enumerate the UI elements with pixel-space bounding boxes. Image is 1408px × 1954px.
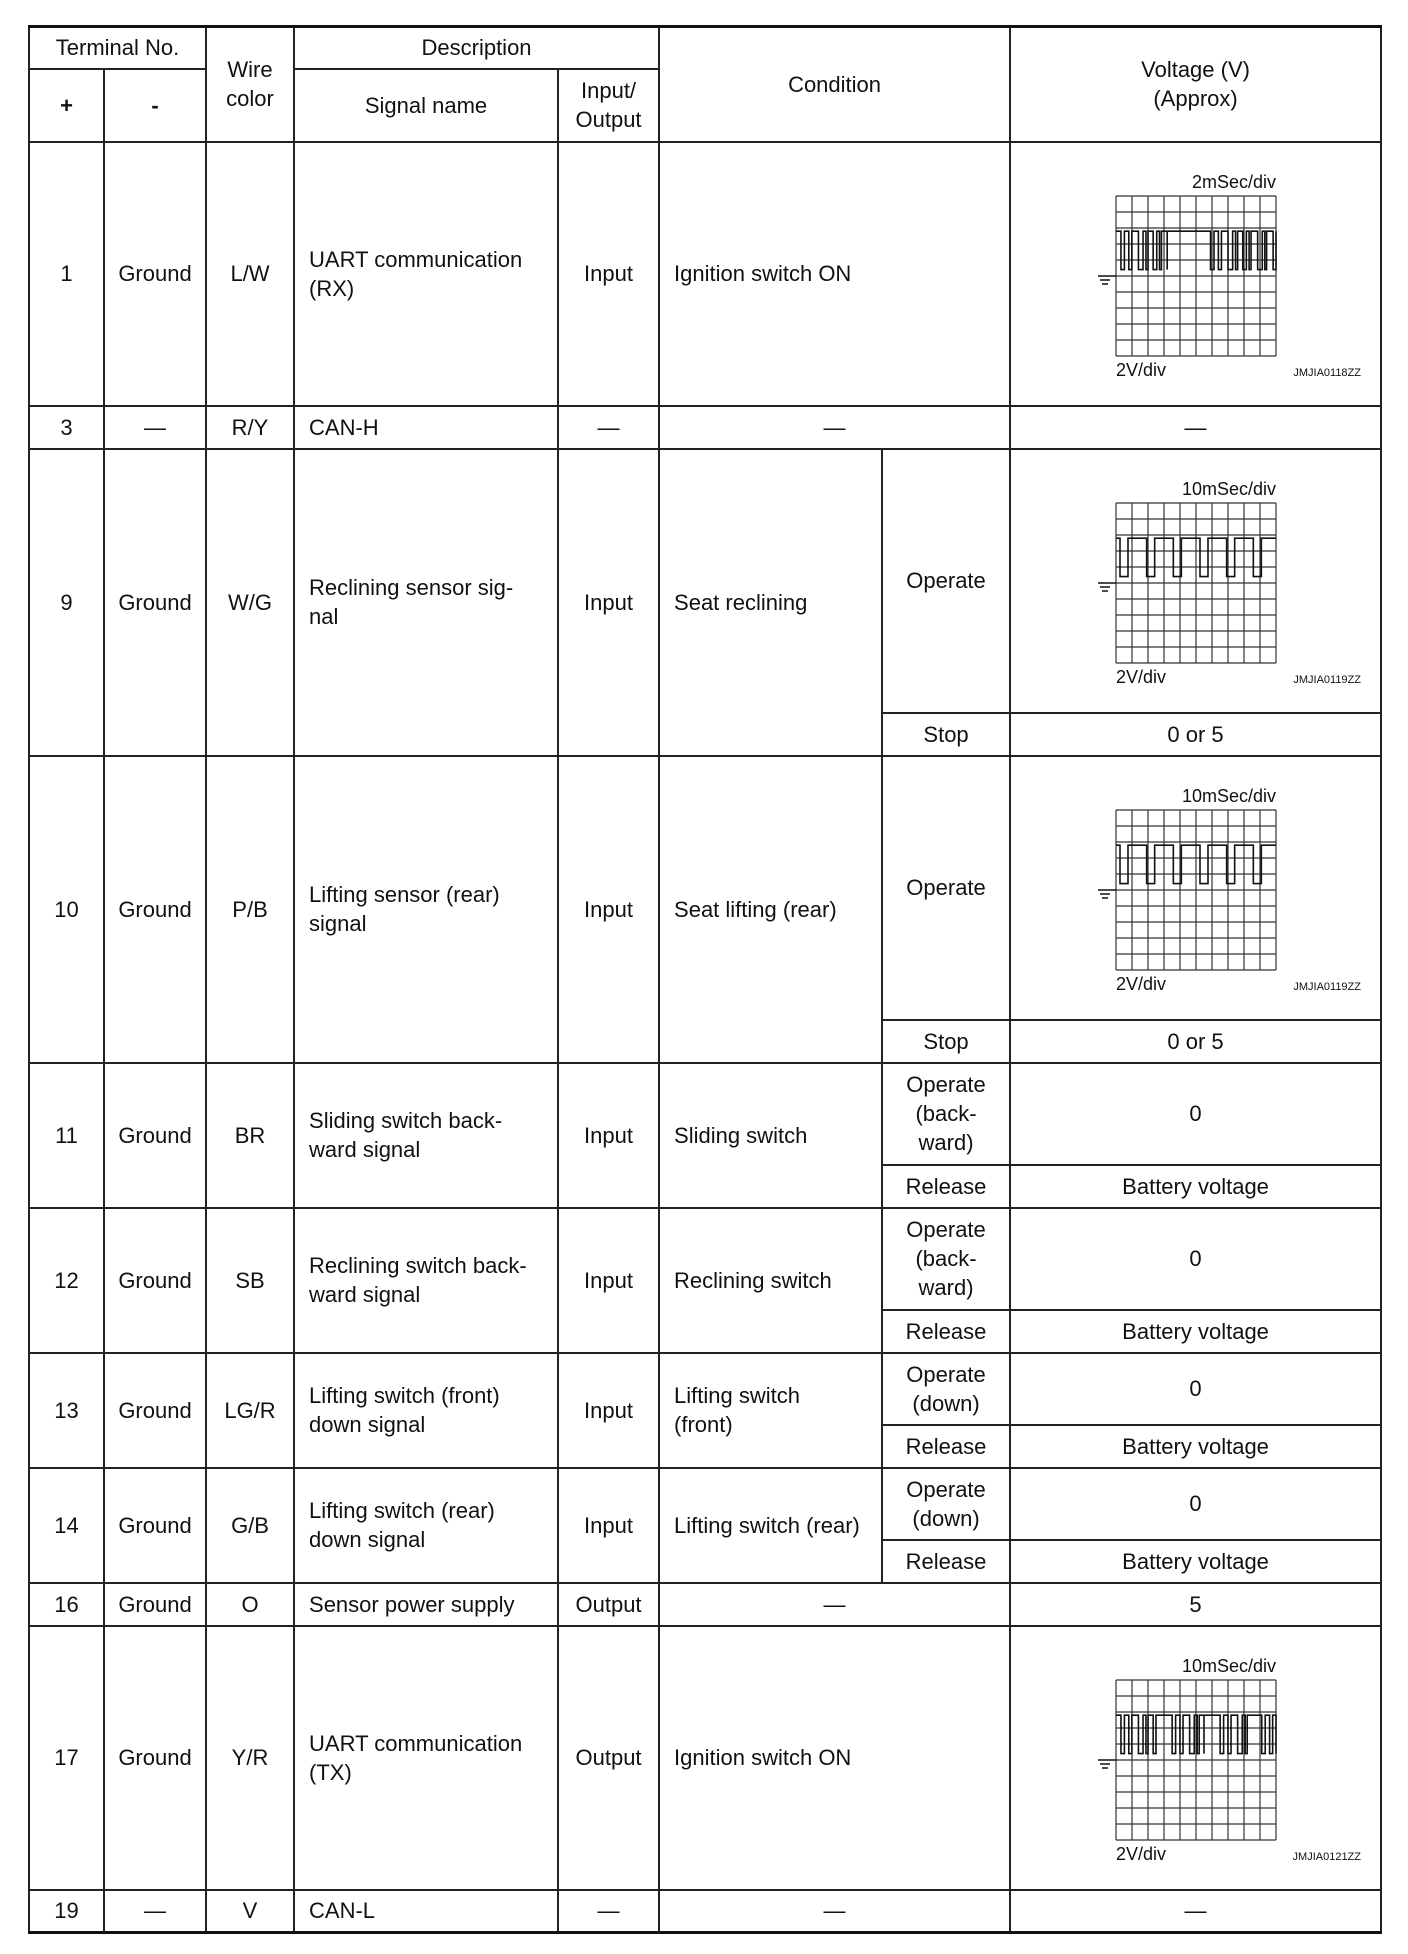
table-row xyxy=(29,1583,1381,1626)
condition: Sliding switch xyxy=(659,1063,882,1208)
wire-color: R/Y xyxy=(206,406,294,449)
terminal-plus: 10 xyxy=(29,756,104,1063)
minus-header: - xyxy=(104,69,206,142)
terminal-plus: 14 xyxy=(29,1468,104,1583)
table-row xyxy=(29,1208,1381,1310)
signal-name: Sensor power supply xyxy=(294,1583,558,1626)
terminal-minus: Ground xyxy=(104,1353,206,1468)
voltage-value: — xyxy=(1010,406,1381,449)
terminal-minus: Ground xyxy=(104,1626,206,1890)
voltage-scale-label: 2V/div xyxy=(1115,973,1166,994)
table-row xyxy=(29,406,1381,449)
voltage-value: 5 xyxy=(1010,1583,1381,1626)
voltage-value: Battery voltage xyxy=(1010,1310,1381,1353)
voltage-value: 0 xyxy=(1010,1468,1381,1540)
table-row xyxy=(29,1890,1381,1933)
terminal-no-header: Terminal No. xyxy=(29,27,206,69)
condition-state: Release xyxy=(882,1540,1010,1583)
oscilloscope-waveform xyxy=(1051,169,1361,380)
condition-state: Stop xyxy=(882,713,1010,756)
voltage-scale-label: 2V/div xyxy=(1115,359,1166,380)
input-output: Input xyxy=(558,1353,659,1468)
input-output-header: Input/ Output xyxy=(558,69,659,142)
terminal-plus: 13 xyxy=(29,1353,104,1468)
condition-state: Operate xyxy=(882,449,1010,713)
voltage-value: 0 or 5 xyxy=(1010,713,1381,756)
condition: Ignition switch ON xyxy=(659,142,1010,406)
input-output: Input xyxy=(558,449,659,756)
wire-color: Y/R xyxy=(206,1626,294,1890)
terminal-spec-table xyxy=(28,25,1382,1934)
header-row-1 xyxy=(29,27,1381,69)
input-output: — xyxy=(558,1890,659,1933)
terminal-plus: 1 xyxy=(29,142,104,406)
voltage-value: 0 xyxy=(1010,1353,1381,1425)
time-scale-label: 2mSec/div xyxy=(1191,171,1276,192)
condition: Seat reclining xyxy=(659,449,882,756)
voltage-cell xyxy=(1010,142,1381,406)
terminal-minus: Ground xyxy=(104,1208,206,1353)
condition-state: Release xyxy=(882,1165,1010,1208)
table-row xyxy=(29,1468,1381,1540)
table-row xyxy=(29,756,1381,1020)
condition-state: Operate (back- ward) xyxy=(882,1208,1010,1310)
time-scale-label: 10mSec/div xyxy=(1181,478,1276,499)
condition: — xyxy=(659,1583,1010,1626)
wire-color-header: Wire color xyxy=(206,27,294,142)
condition: Reclining switch xyxy=(659,1208,882,1353)
condition: Lifting switch (rear) xyxy=(659,1468,882,1583)
table-row xyxy=(29,142,1381,406)
voltage-value: Battery voltage xyxy=(1010,1540,1381,1583)
voltage-value: 0 or 5 xyxy=(1010,1020,1381,1063)
input-output: — xyxy=(558,406,659,449)
condition-state: Operate (down) xyxy=(882,1353,1010,1425)
oscilloscope-waveform xyxy=(1051,1653,1361,1864)
terminal-plus: 9 xyxy=(29,449,104,756)
signal-name: Lifting switch (front) down signal xyxy=(294,1353,558,1468)
input-output: Output xyxy=(558,1626,659,1890)
input-output: Output xyxy=(558,1583,659,1626)
table-row xyxy=(29,1353,1381,1425)
voltage-cell xyxy=(1010,449,1381,713)
input-output: Input xyxy=(558,142,659,406)
input-output: Input xyxy=(558,1468,659,1583)
condition: Seat lifting (rear) xyxy=(659,756,882,1063)
voltage-value: Battery voltage xyxy=(1010,1425,1381,1468)
condition-state: Stop xyxy=(882,1020,1010,1063)
time-scale-label: 10mSec/div xyxy=(1181,785,1276,806)
terminal-minus: Ground xyxy=(104,1063,206,1208)
input-output: Input xyxy=(558,1208,659,1353)
figure-code-label: JMJIA0119ZZ xyxy=(1292,673,1361,686)
terminal-plus: 16 xyxy=(29,1583,104,1626)
input-output: Input xyxy=(558,1063,659,1208)
oscilloscope-waveform xyxy=(1051,783,1361,994)
voltage-scale-label: 2V/div xyxy=(1115,666,1166,687)
terminal-minus: — xyxy=(104,1890,206,1933)
condition-state: Release xyxy=(882,1310,1010,1353)
terminal-minus: Ground xyxy=(104,142,206,406)
signal-name-header: Signal name xyxy=(294,69,558,142)
terminal-minus: — xyxy=(104,406,206,449)
figure-code-label: JMJIA0119ZZ xyxy=(1292,980,1361,993)
wire-color: W/G xyxy=(206,449,294,756)
wire-color: P/B xyxy=(206,756,294,1063)
voltage-header: Voltage (V) (Approx) xyxy=(1010,27,1381,142)
figure-code-label: JMJIA0121ZZ xyxy=(1292,1850,1361,1863)
condition: — xyxy=(659,1890,1010,1933)
signal-name: CAN-H xyxy=(294,406,558,449)
terminal-minus: Ground xyxy=(104,756,206,1063)
plus-header: + xyxy=(29,69,104,142)
voltage-cell xyxy=(1010,756,1381,1020)
terminal-plus: 17 xyxy=(29,1626,104,1890)
terminal-plus: 19 xyxy=(29,1890,104,1933)
voltage-cell xyxy=(1010,1626,1381,1890)
description-header: Description xyxy=(294,27,659,69)
wire-color: G/B xyxy=(206,1468,294,1583)
table-row xyxy=(29,1626,1381,1890)
oscilloscope-waveform xyxy=(1051,476,1361,687)
voltage-value: Battery voltage xyxy=(1010,1165,1381,1208)
signal-name: Lifting switch (rear) down signal xyxy=(294,1468,558,1583)
signal-name: Reclining switch back- ward signal xyxy=(294,1208,558,1353)
terminal-plus: 11 xyxy=(29,1063,104,1208)
voltage-value: 0 xyxy=(1010,1208,1381,1310)
table-row xyxy=(29,1063,1381,1165)
terminal-minus: Ground xyxy=(104,449,206,756)
terminal-plus: 3 xyxy=(29,406,104,449)
voltage-value: 0 xyxy=(1010,1063,1381,1165)
time-scale-label: 10mSec/div xyxy=(1181,1655,1276,1676)
wire-color: O xyxy=(206,1583,294,1626)
signal-name: UART communication (TX) xyxy=(294,1626,558,1890)
terminal-plus: 12 xyxy=(29,1208,104,1353)
wire-color: L/W xyxy=(206,142,294,406)
condition: Lifting switch (front) xyxy=(659,1353,882,1468)
wire-color: SB xyxy=(206,1208,294,1353)
condition-state: Operate xyxy=(882,756,1010,1020)
terminal-minus: Ground xyxy=(104,1468,206,1583)
voltage-scale-label: 2V/div xyxy=(1115,1843,1166,1864)
condition-header: Condition xyxy=(659,27,1010,142)
signal-name: Sliding switch back- ward signal xyxy=(294,1063,558,1208)
wire-color: BR xyxy=(206,1063,294,1208)
signal-name: Lifting sensor (rear) signal xyxy=(294,756,558,1063)
condition: Ignition switch ON xyxy=(659,1626,1010,1890)
condition-state: Release xyxy=(882,1425,1010,1468)
signal-name: CAN-L xyxy=(294,1890,558,1933)
voltage-value: — xyxy=(1010,1890,1381,1933)
input-output: Input xyxy=(558,756,659,1063)
signal-name: UART communication (RX) xyxy=(294,142,558,406)
signal-name: Reclining sensor sig- nal xyxy=(294,449,558,756)
figure-code-label: JMJIA0118ZZ xyxy=(1292,366,1361,379)
table-row xyxy=(29,449,1381,713)
terminal-minus: Ground xyxy=(104,1583,206,1626)
wire-color: V xyxy=(206,1890,294,1933)
wire-color: LG/R xyxy=(206,1353,294,1468)
condition: — xyxy=(659,406,1010,449)
condition-state: Operate (back- ward) xyxy=(882,1063,1010,1165)
condition-state: Operate (down) xyxy=(882,1468,1010,1540)
